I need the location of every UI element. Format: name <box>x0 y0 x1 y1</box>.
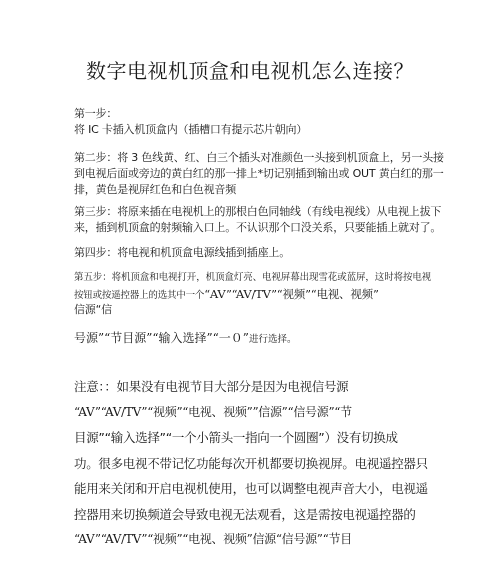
step-3-line-1: 第三步：将原来插在电视机上的那根白色同轴线（有线电视线）从电视上拔下 <box>74 205 442 218</box>
step-5-line-2 <box>74 286 424 302</box>
page-title: 数字电视机顶盒和电视机怎么连接？ <box>86 59 414 83</box>
step-1-heading: 第一步： <box>74 107 118 120</box>
note-line-7: “AV”“AV/TV”“视频”“电视、视频”信源“信号源”“节目 <box>74 532 352 546</box>
note-line-5: 能用来关闭和开启电视机使用，也可以调整电视声音大小，电视遥 <box>74 481 428 496</box>
step-5-continuation-quotes: 号源”“节目源”“输入选择”“一０” <box>74 331 249 345</box>
step-5-line-1: 第五步：将机顶盒和电视打开，机顶盒灯亮、电视屏幕出现雪花或蓝屏，这时将按电视 <box>74 272 432 283</box>
note-paragraph <box>74 374 434 553</box>
step-2-paragraph <box>74 150 444 198</box>
note-line-3: 目源”“输入选择”“一个小箭头一指向一个圆圈”）没有切换成 <box>74 430 398 445</box>
step-5-line-3: 信源“信 <box>74 303 112 316</box>
step-5-continuation <box>74 330 296 348</box>
step-4-paragraph <box>74 245 424 261</box>
step-5-paragraph <box>74 270 432 318</box>
note-line-1: 注意：：如果没有电视节目大部分是因为电视信号源 <box>74 379 349 394</box>
step-2-line-1: 第二步：将 3 色线黄、红、白三个插头对准颜色一头接到机顶盒上，另一头接 <box>74 151 444 164</box>
step-1-paragraph <box>74 106 424 138</box>
step-1-text: 将 IC 卡插入机顶盒内（插槽口有提示芯片朝向） <box>74 123 308 136</box>
step-3-paragraph <box>74 204 442 236</box>
step-5-line-2-text: 按钮或按遥控器上的选其中一个 <box>74 290 205 301</box>
note-line-4: 功。很多电视不带记忆功能每次开机都要切换视屏。电视遥控器只 <box>74 455 428 471</box>
step-4-line-1: 第四步：将电视和机顶盒电源线插到插座上。 <box>74 246 290 259</box>
step-3-line-2: 来，插到机顶盒的射频输入口上。不认识那个口没关系，只要能插上就对了。 <box>74 221 442 234</box>
step-5-continuation-tail: 进行选择。 <box>248 334 297 345</box>
note-line-2: “AV”“AV/TV”“视频”“电视、视频””信源”“信号源”“节 <box>74 404 352 419</box>
note-line-6: 控器用来切换频道会导致电视无法观看，这是需按电视遥控器的 <box>74 506 416 522</box>
step-5-line-2-quotes: “AV”“AV/TV”“视频”“电视、视频” <box>204 287 379 301</box>
step-2-line-3: 排，黄色是视屏红色和白色视音频 <box>74 183 236 196</box>
step-2-line-2: 到电视后面或旁边的黄白红的那一排上*切记别插到输出或 OUT 黄白红的那一 <box>74 167 444 180</box>
